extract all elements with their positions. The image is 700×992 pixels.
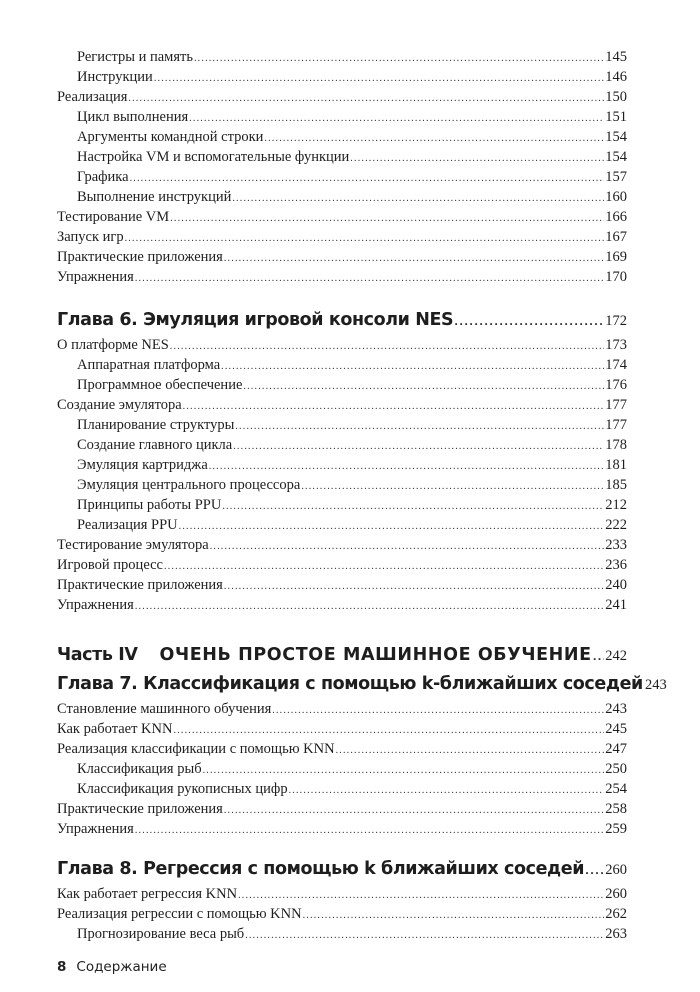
chapter-title: Глава 8. Регрессия с помощью k ближайших соседей — [57, 859, 585, 879]
dot-leader — [154, 69, 604, 88]
chapter-page: 243 — [644, 677, 667, 693]
toc-entry — [57, 820, 627, 839]
toc-entry-title: Принципы работы PPU — [77, 497, 222, 513]
toc-entry-page: 212 — [605, 497, 627, 513]
toc-entry — [57, 396, 627, 415]
toc-entry — [57, 760, 627, 779]
toc-entry-title: Реализация — [57, 89, 128, 105]
dot-leader — [224, 577, 604, 596]
toc-entry — [57, 168, 627, 187]
page-footer — [57, 959, 167, 975]
toc-entry-page: 262 — [605, 906, 627, 922]
dot-leader — [585, 860, 604, 884]
toc-entry-title: Настройка VM и вспомогательные функции — [77, 149, 350, 165]
toc-entry-page: 181 — [605, 457, 627, 473]
dot-leader — [222, 497, 604, 516]
toc-entry — [57, 376, 627, 395]
toc-entry-title: Аппаратная платформа — [77, 357, 221, 373]
toc-entry-page: 177 — [605, 397, 627, 413]
toc-entry — [57, 356, 627, 375]
toc-entry-page: 145 — [605, 49, 627, 65]
toc-entry-title: Реализация PPU — [77, 517, 178, 533]
dot-leader — [179, 517, 605, 536]
part-page: 242 — [605, 648, 627, 664]
running-title: Содержание — [76, 959, 167, 975]
toc-entry-title: Классификация рыб — [77, 761, 202, 777]
toc-entry — [57, 48, 627, 67]
toc-entry-title: Реализация регрессии с помощью KNN — [57, 906, 302, 922]
dot-leader — [203, 761, 605, 780]
toc-entry — [57, 740, 627, 759]
dot-leader — [135, 821, 604, 840]
toc-entry — [57, 780, 627, 799]
toc-entry-page: 178 — [605, 437, 627, 453]
toc-entry — [57, 128, 627, 147]
dot-leader — [135, 597, 604, 616]
toc-entry — [57, 188, 627, 207]
toc-entry-title: Эмуляция картриджа — [77, 457, 208, 473]
toc-entry-page: 146 — [605, 69, 627, 85]
dot-leader — [303, 906, 605, 925]
dot-leader — [264, 129, 604, 148]
toc-entry — [57, 905, 627, 924]
toc-entry-title: Упражнения — [57, 821, 134, 837]
toc-entry-page: 259 — [605, 821, 627, 837]
toc-entry-page: 247 — [605, 741, 627, 757]
toc-entry-title: Аргументы командной строки — [77, 129, 264, 145]
dot-leader — [173, 721, 604, 740]
toc-entry-page: 236 — [605, 557, 627, 573]
toc-entry — [57, 496, 627, 515]
toc-entry-title: О платформе NES — [57, 337, 169, 353]
dot-leader — [189, 109, 604, 128]
toc-entry — [57, 536, 627, 555]
toc-entry-title: Прогнозирование веса рыб — [77, 926, 245, 942]
toc-entry — [57, 208, 627, 227]
toc-entry — [57, 720, 627, 739]
toc-entry-page: 263 — [605, 926, 627, 942]
toc-entry-title: Запуск игр — [57, 229, 124, 245]
toc-entry-page: 260 — [605, 886, 627, 902]
toc-entry — [57, 456, 627, 475]
toc-entry-page: 174 — [605, 357, 627, 373]
toc-entry — [57, 148, 627, 167]
toc-entry — [57, 248, 627, 267]
toc-entry-page: 258 — [605, 801, 627, 817]
dot-leader — [350, 149, 604, 168]
toc-entry — [57, 68, 627, 87]
toc-entry — [57, 228, 627, 247]
part-label: Часть IV — [57, 645, 138, 665]
toc-entry-page: 243 — [605, 701, 627, 717]
toc-entry-page: 245 — [605, 721, 627, 737]
dot-leader — [243, 377, 604, 396]
toc-entry — [57, 516, 627, 535]
dot-leader — [164, 557, 604, 576]
toc-entry-title: Тестирование эмулятора — [57, 537, 209, 553]
toc-entry-title: Графика — [77, 169, 129, 185]
toc-entry-page: 151 — [605, 109, 627, 125]
dot-leader — [210, 537, 605, 556]
toc-entry-title: Практические приложения — [57, 801, 223, 817]
toc-entry-title: Практические приложения — [57, 249, 223, 265]
dot-leader — [135, 269, 604, 288]
toc-entry-page: 150 — [605, 89, 627, 105]
dot-leader — [183, 397, 605, 416]
toc-entry-page: 160 — [605, 189, 627, 205]
dot-leader — [301, 477, 604, 496]
toc-entry-page: 170 — [605, 269, 627, 285]
toc-entry-title: Как работает регрессия KNN — [57, 886, 238, 902]
toc-entry-page: 167 — [605, 229, 627, 245]
toc-chapter-heading — [57, 672, 667, 696]
toc-entry-page: 176 — [605, 377, 627, 393]
chapter-title: Глава 7. Классификация с помощью k-ближайших соседей — [57, 674, 643, 694]
dot-leader — [170, 209, 604, 228]
toc-entry — [57, 700, 627, 719]
toc-entry-page: 240 — [605, 577, 627, 593]
toc-entry-title: Создание главного цикла — [77, 437, 233, 453]
toc-chapter-heading — [57, 308, 627, 332]
toc-entry — [57, 336, 627, 355]
dot-leader — [336, 741, 605, 760]
dot-leader — [221, 357, 604, 376]
toc-entry-title: Выполнение инструкций — [77, 189, 232, 205]
toc-entry — [57, 885, 627, 904]
page-number: 8 — [57, 959, 67, 975]
toc-entry-title: Как работает KNN — [57, 721, 173, 737]
toc-entry-title: Программное обеспечение — [77, 377, 243, 393]
toc-entry — [57, 476, 627, 495]
part-title: ОЧЕНЬ ПРОСТОЕ МАШИННОЕ ОБУЧЕНИЕ — [159, 645, 592, 665]
toc-entry-page: 166 — [605, 209, 627, 225]
dot-leader — [238, 886, 604, 905]
toc-entry-page: 250 — [605, 761, 627, 777]
toc-entry — [57, 436, 627, 455]
dot-leader — [593, 646, 605, 670]
toc-entry — [57, 556, 627, 575]
toc-entry-title: Цикл выполнения — [77, 109, 189, 125]
dot-leader — [454, 311, 604, 335]
toc-entry — [57, 800, 627, 819]
dot-leader — [209, 457, 604, 476]
dot-leader — [224, 249, 604, 268]
chapter-page: 172 — [605, 313, 627, 329]
toc-entry-page: 241 — [605, 597, 627, 613]
dot-leader — [232, 189, 604, 208]
toc-entry-title: Тестирование VM — [57, 209, 170, 225]
toc-chapter-heading — [57, 857, 627, 881]
chapter-page: 260 — [605, 862, 627, 878]
toc-entry-title: Инструкции — [77, 69, 153, 85]
dot-leader — [224, 801, 604, 820]
dot-leader — [233, 437, 604, 456]
toc-entry-title: Игровой процесс — [57, 557, 163, 573]
toc-entry-page: 177 — [605, 417, 627, 433]
toc-entry-title: Регистры и память — [77, 49, 193, 65]
toc-part-heading — [57, 643, 627, 667]
toc-entry — [57, 416, 627, 435]
toc-entry — [57, 576, 627, 595]
dot-leader — [128, 89, 604, 108]
dot-leader — [289, 781, 605, 800]
toc-entry-title: Классификация рукописных цифр — [77, 781, 288, 797]
toc-entry-title: Создание эмулятора — [57, 397, 182, 413]
toc-entry — [57, 88, 627, 107]
toc-entry-title: Становление машинного обучения — [57, 701, 272, 717]
dot-leader — [125, 229, 605, 248]
toc-entry-page: 254 — [605, 781, 627, 797]
toc-entry-page: 154 — [605, 149, 627, 165]
toc-entry — [57, 596, 627, 615]
toc-entry-title: Эмуляция центрального процессора — [77, 477, 301, 493]
dot-leader — [272, 701, 604, 720]
toc-entry-page: 169 — [605, 249, 627, 265]
dot-leader — [194, 49, 604, 68]
toc-entry — [57, 108, 627, 127]
toc-entry-page: 185 — [605, 477, 627, 493]
toc-entry — [57, 268, 627, 287]
toc-entry-title: Реализация классификации с помощью KNN — [57, 741, 335, 757]
dot-leader — [245, 926, 604, 945]
dot-leader — [235, 417, 604, 436]
dot-leader — [130, 169, 605, 188]
chapter-title: Глава 6. Эмуляция игровой консоли NES — [57, 310, 454, 330]
toc-entry-page: 157 — [605, 169, 627, 185]
toc-entry — [57, 925, 627, 944]
toc-entry-title: Упражнения — [57, 269, 134, 285]
dot-leader — [170, 337, 604, 356]
toc-entry-title: Планирование структуры — [77, 417, 235, 433]
toc-entry-page: 173 — [605, 337, 627, 353]
toc-entry-title: Практические приложения — [57, 577, 223, 593]
toc-entry-title: Упражнения — [57, 597, 134, 613]
toc-entry-page: 222 — [605, 517, 627, 533]
toc-entry-page: 233 — [605, 537, 627, 553]
toc-entry-page: 154 — [605, 129, 627, 145]
